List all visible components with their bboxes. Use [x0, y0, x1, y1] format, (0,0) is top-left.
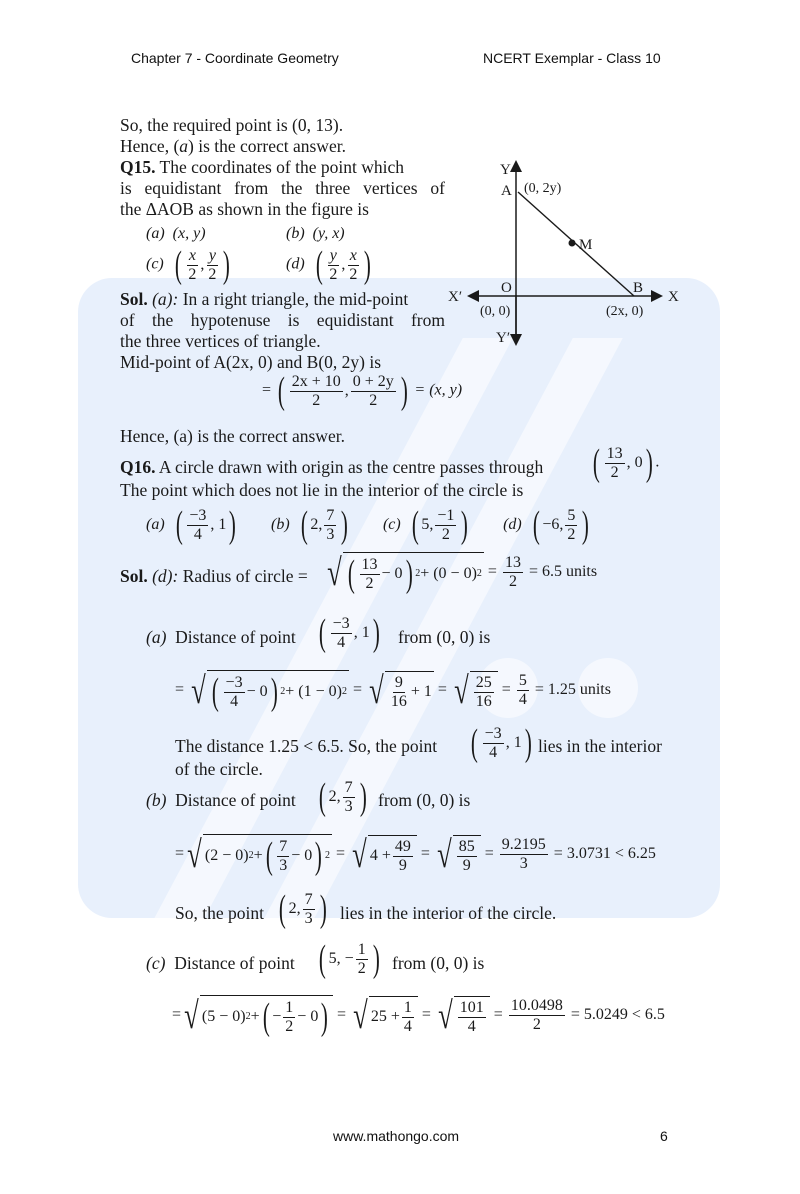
x-axis-label: X	[668, 289, 679, 305]
origin-label: O	[501, 280, 512, 296]
page-number: 6	[660, 1128, 668, 1144]
prev-answer-line: So, the required point is (0, 13).	[120, 115, 344, 135]
q16-options-row	[146, 506, 592, 544]
origin-coord: (0, 0)	[480, 304, 511, 319]
q16-option-c[interactable]: (c) ( 5, $\frac{-1}{2}$ )	[383, 516, 471, 533]
part-b-intro: (b) Distance of point	[146, 790, 296, 810]
point-a-coord: (0, 2y)	[524, 181, 562, 196]
part-b-conclusion-post: lies in the interior of the circle.	[340, 903, 557, 923]
part-a-intro: (a) Distance of point	[146, 627, 296, 647]
x-neg-axis-label: X′	[448, 289, 463, 305]
q15-midpoint-equation: = ( $\frac{2x + 10}{2}$ , $\frac{0 + 2y}{2}$ ) = (x, y)	[262, 372, 462, 410]
point-a-label: A	[501, 183, 512, 199]
q16-point: ( $\frac{13}{2}$ , 0 ) .	[590, 444, 659, 482]
q16-line1: Q16. A circle drawn with origin as the centre passes through	[120, 457, 544, 477]
part-a-calculation: = √ ( $\frac{-3}{4}$ − 0 ) 2 + (1 − 0) 2 = √ $\frac{9}{16}$ + 1 = √ $\frac{25}{16}$ = $\frac{5}{4}$ = 1.25 units	[175, 670, 611, 711]
q15-line2: is equidistant from the three vertices of	[120, 178, 445, 198]
q15-solution-line1: Sol. (a): In a right triangle, the mid-point	[120, 289, 409, 309]
y-axis-label: Y	[500, 162, 511, 178]
point-b-coord: (2x, 0)	[606, 304, 644, 319]
y-neg-axis-label: Y′	[496, 330, 511, 346]
part-c-intro: (c) Distance of point	[146, 953, 295, 973]
part-a-conclusion-post: lies in the interior	[538, 736, 662, 756]
part-b-from: from (0, 0) is	[378, 790, 471, 810]
book-header: NCERT Exemplar - Class 10	[483, 50, 661, 66]
q15-option-b[interactable]: (b) (y, x)	[286, 225, 345, 242]
q15-line1: Q15. The coordinates of the point which	[120, 157, 405, 177]
q16-solution-radius: Sol. (d): Radius of circle =	[120, 566, 308, 586]
part-b-conclusion-point: ( 2, $\frac{7}{3}$ )	[276, 890, 329, 928]
part-a-conclusion: The distance 1.25 < 6.5. So, the point	[175, 736, 438, 756]
q15-solution-line3: the three vertices of triangle.	[120, 331, 321, 351]
q15-conclusion: Hence, (a) is the correct answer.	[120, 426, 345, 446]
q15-label: Q15.	[120, 157, 156, 177]
q15-solution-line4: Mid-point of A(2x, 0) and B(0, 2y) is	[120, 352, 382, 372]
part-b-calculation: = √ (2 − 0) 2 + ( $\frac{7}{3}$ − 0 ) 2 = √ 4 + $\frac{49}{9}$ = √ $\frac{85}{9}$ = $\frac{9.2195}{3}$ = 3.0731 < 6.25	[175, 834, 656, 875]
q15-line3: the ΔAOB as shown in the figure is	[120, 199, 369, 219]
radius-formula: √ ( $\frac{13}{2}$ − 0 ) 2 + (0 − 0) 2 = $\frac{13}{2}$ = 6.5 units	[324, 552, 597, 593]
part-a-conclusion-line2: of the circle.	[175, 759, 263, 779]
q15-option-a[interactable]: (a) (x, y)	[146, 225, 206, 242]
prev-conclusion: Hence, (a) is the correct answer.	[120, 136, 346, 156]
part-b-point: ( 2, $\frac{7}{3}$ )	[316, 778, 369, 816]
part-c-from: from (0, 0) is	[392, 953, 485, 973]
part-a-conclusion-point: ( $\frac{-3}{4}$ , 1 )	[468, 724, 534, 762]
q16-line2: The point which does not lie in the interior of the circle is	[120, 480, 524, 500]
q15-solution-line2: of the hypotenuse is equidistant from	[120, 310, 445, 330]
q16-option-d[interactable]: (d) ( −6, $\frac{5}{2}$ )	[503, 516, 592, 533]
triangle-figure	[448, 155, 688, 350]
part-c-point: ( 5, − $\frac{1}{2}$ )	[316, 940, 382, 978]
q15-option-d[interactable]: (d) ( $\frac{y}{2}$ , $\frac{x}{2}$ )	[286, 246, 374, 284]
chapter-header: Chapter 7 - Coordinate Geometry	[131, 50, 339, 66]
part-a-point: ( $\frac{-3}{4}$ , 1 )	[316, 614, 382, 652]
point-b-label: B	[633, 280, 644, 296]
q16-option-b[interactable]: (b) ( 2, $\frac{7}{3}$ )	[271, 516, 351, 533]
part-c-calculation: = √ (5 − 0) 2 + ( − $\frac{1}{2}$ − 0 ) = √ 25 + $\frac{1}{4}$ = √ $\frac{101}{4}$ = $\frac{10.0498}{2}$ = 5.0249 < 6.5	[172, 995, 665, 1036]
q16-option-a[interactable]: (a) ( $\frac{-3}{4}$ , 1 )	[146, 516, 239, 533]
point-m-label: M	[579, 237, 593, 253]
part-b-conclusion: So, the point	[175, 903, 264, 923]
footer-website[interactable]: www.mathongo.com	[333, 1128, 460, 1144]
part-a-from: from (0, 0) is	[398, 627, 491, 647]
q15-option-c[interactable]: (c) ( $\frac{x}{2}$ , $\frac{y}{2}$ )	[146, 246, 233, 284]
